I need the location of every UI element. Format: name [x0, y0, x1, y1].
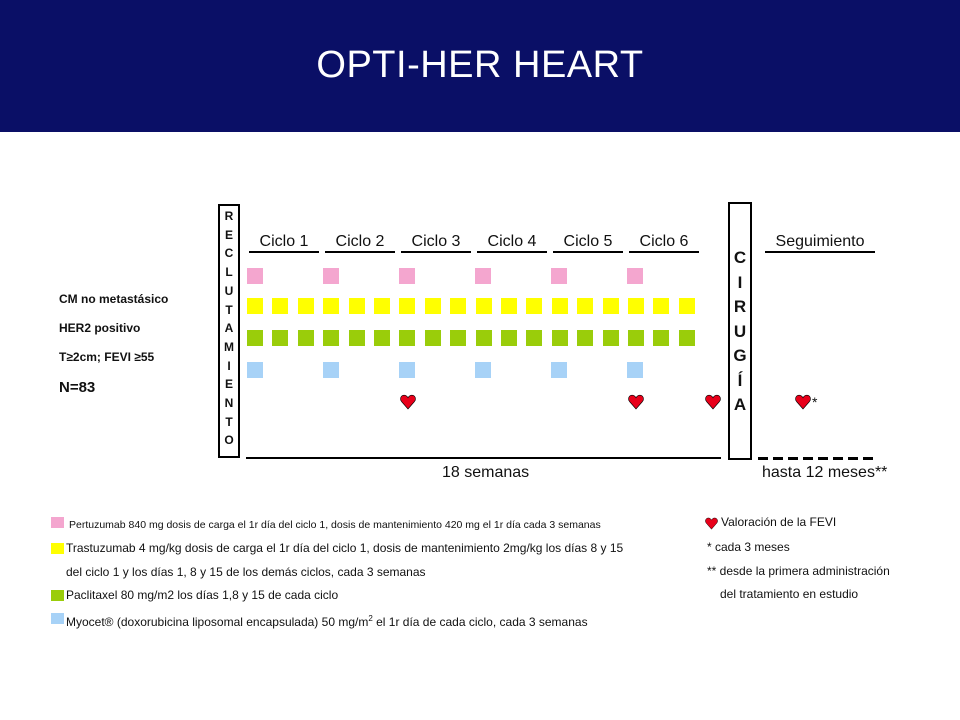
paclitaxel-dose [552, 330, 568, 346]
cycle-underline [477, 251, 547, 253]
paclitaxel-dose [577, 330, 593, 346]
cycle-label: Ciclo 6 [639, 233, 689, 250]
criteria-cm: CM no metastásico [59, 292, 169, 306]
paclitaxel-dose [399, 330, 415, 346]
page-title: OPTI-HER HEART [316, 44, 644, 86]
reclutamiento-letter: O [224, 433, 234, 448]
fevi-heart-icon [795, 394, 811, 410]
reclutamiento-letter: C [224, 246, 234, 261]
myocet-dose [627, 362, 643, 378]
trastuzumab-dose [425, 298, 441, 314]
myocet-dose [399, 362, 415, 378]
myocet-dose [551, 362, 567, 378]
cirugia-letter: U [733, 321, 747, 341]
meses-dash [803, 457, 813, 460]
legend-myocet-swatch [51, 613, 64, 624]
paclitaxel-dose [501, 330, 517, 346]
reclutamiento-letter: L [225, 265, 233, 280]
follow-asterisk: * [812, 394, 818, 410]
criteria-her2: HER2 positivo [59, 321, 141, 335]
cycle-label: Ciclo 1 [259, 233, 309, 250]
meses-dash [788, 457, 798, 460]
reclutamiento-letter: M [224, 339, 234, 354]
paclitaxel-dose [425, 330, 441, 346]
meses-dash [833, 457, 843, 460]
myocet-dose [247, 362, 263, 378]
paclitaxel-dose [476, 330, 492, 346]
paclitaxel-dose [349, 330, 365, 346]
reclutamiento-letter: A [224, 321, 234, 336]
semanas-line [246, 457, 721, 459]
pertuzumab-dose [475, 268, 491, 284]
cycle-underline [325, 251, 395, 253]
cycle-label: Ciclo 3 [411, 233, 461, 250]
trastuzumab-dose [298, 298, 314, 314]
legend-paclitaxel: Paclitaxel 80 mg/m2 los días 1,8 y 15 de cada ciclo [66, 588, 339, 602]
trastuzumab-dose [552, 298, 568, 314]
trastuzumab-dose [653, 298, 669, 314]
fevi-heart-icon [628, 394, 644, 410]
trastuzumab-dose [476, 298, 492, 314]
cirugia-letter: C [733, 248, 747, 267]
cirugia-letter: I [737, 272, 743, 292]
cycle-label: Ciclo 5 [563, 233, 613, 250]
reclutamiento-letter: N [224, 396, 234, 410]
trastuzumab-dose [374, 298, 390, 314]
reclutamiento-letter: T [225, 302, 233, 317]
cirugia-letter: A [733, 395, 747, 414]
paclitaxel-dose [374, 330, 390, 346]
reclutamiento-letter: R [224, 209, 234, 223]
paclitaxel-dose [272, 330, 288, 346]
meses-dash [773, 457, 783, 460]
reclutamiento-letter: I [227, 358, 231, 373]
paclitaxel-dose [526, 330, 542, 346]
legend-trastuzumab-line2: del ciclo 1 y los días 1, 8 y 15 de los demás ciclos, cada 3 semanas [66, 565, 426, 579]
paclitaxel-dose [679, 330, 695, 346]
legend-fevi: Valoración de la FEVI [721, 515, 837, 529]
trastuzumab-dose [247, 298, 263, 314]
trastuzumab-dose [526, 298, 542, 314]
legend-pertuzumab: Pertuzumab 840 mg dosis de carga el 1r día del ciclo 1, dosis de mantenimiento 420 mg el 1r día cada 3 semanas [69, 519, 601, 531]
legend-myocet-sup: 2 [368, 614, 373, 623]
trastuzumab-dose [272, 298, 288, 314]
paclitaxel-dose [603, 330, 619, 346]
cirugia-letter: Í [737, 370, 743, 390]
meses-dash [818, 457, 828, 460]
myocet-dose [475, 362, 491, 378]
semanas-label: 18 semanas [442, 464, 530, 481]
legend-paclitaxel-swatch [51, 590, 64, 601]
meses-label: hasta 12 meses** [762, 464, 888, 481]
trastuzumab-dose [501, 298, 517, 314]
cycle-underline [401, 251, 471, 253]
paclitaxel-dose [450, 330, 466, 346]
reclutamiento-letter: T [225, 414, 233, 429]
seguimiento-label: Seguimiento [775, 233, 865, 250]
pertuzumab-dose [399, 268, 415, 284]
criteria-tfevi: T≥2cm; FEVI ≥55 [59, 350, 155, 364]
reclutamiento-letter: E [224, 377, 233, 392]
legend-trastuzumab-swatch [51, 543, 64, 554]
meses-dash [863, 457, 873, 460]
paclitaxel-dose [628, 330, 644, 346]
fevi-heart-icon [400, 394, 416, 410]
seguimiento-underline [765, 251, 875, 253]
trastuzumab-dose [679, 298, 695, 314]
cycle-underline [249, 251, 319, 253]
paclitaxel-dose [653, 330, 669, 346]
myocet-dose [323, 362, 339, 378]
pertuzumab-dose [323, 268, 339, 284]
legend-desde2: del tratamiento en estudio [720, 587, 859, 601]
cycle-label: Ciclo 2 [335, 233, 385, 250]
trastuzumab-dose [450, 298, 466, 314]
reclutamiento-box [218, 204, 240, 458]
legend-heart-icon [705, 517, 718, 530]
trastuzumab-dose [399, 298, 415, 314]
trastuzumab-dose [628, 298, 644, 314]
pertuzumab-dose [551, 268, 567, 284]
trastuzumab-dose [349, 298, 365, 314]
legend-trastuzumab-line1: Trastuzumab 4 mg/kg dosis de carga el 1r día del ciclo 1, dosis de mantenimiento 2mg/kg los días 8 y 15 [66, 541, 624, 555]
cycle-label: Ciclo 4 [487, 233, 537, 250]
paclitaxel-dose [323, 330, 339, 346]
paclitaxel-dose [298, 330, 314, 346]
legend-cada3: * cada 3 meses [707, 540, 790, 554]
cirugia-box [728, 202, 752, 460]
cirugia-letter: G [733, 346, 747, 365]
legend-myocet [66, 614, 588, 629]
cirugia-letter: R [733, 297, 747, 316]
pertuzumab-dose [627, 268, 643, 284]
legend-myocet-text-b: el 1r día de cada ciclo, cada 3 semanas [372, 615, 588, 629]
cycle-underline [629, 251, 699, 253]
reclutamiento-letter: E [224, 227, 233, 242]
meses-dash [848, 457, 858, 460]
trastuzumab-dose [323, 298, 339, 314]
paclitaxel-dose [247, 330, 263, 346]
legend-desde1: ** desde la primera administración [707, 564, 890, 578]
fevi-heart-icon [705, 394, 721, 410]
pertuzumab-dose [247, 268, 263, 284]
legend-myocet-text-a: Myocet® (doxorubicina liposomal encapsulada) 50 mg/m [66, 615, 369, 629]
reclutamiento-letter: U [224, 283, 234, 298]
legend-pertuzumab-swatch [51, 517, 64, 528]
criteria-n: N=83 [59, 379, 96, 396]
trastuzumab-dose [603, 298, 619, 314]
meses-dash [758, 457, 768, 460]
trastuzumab-dose [577, 298, 593, 314]
cycle-underline [553, 251, 623, 253]
